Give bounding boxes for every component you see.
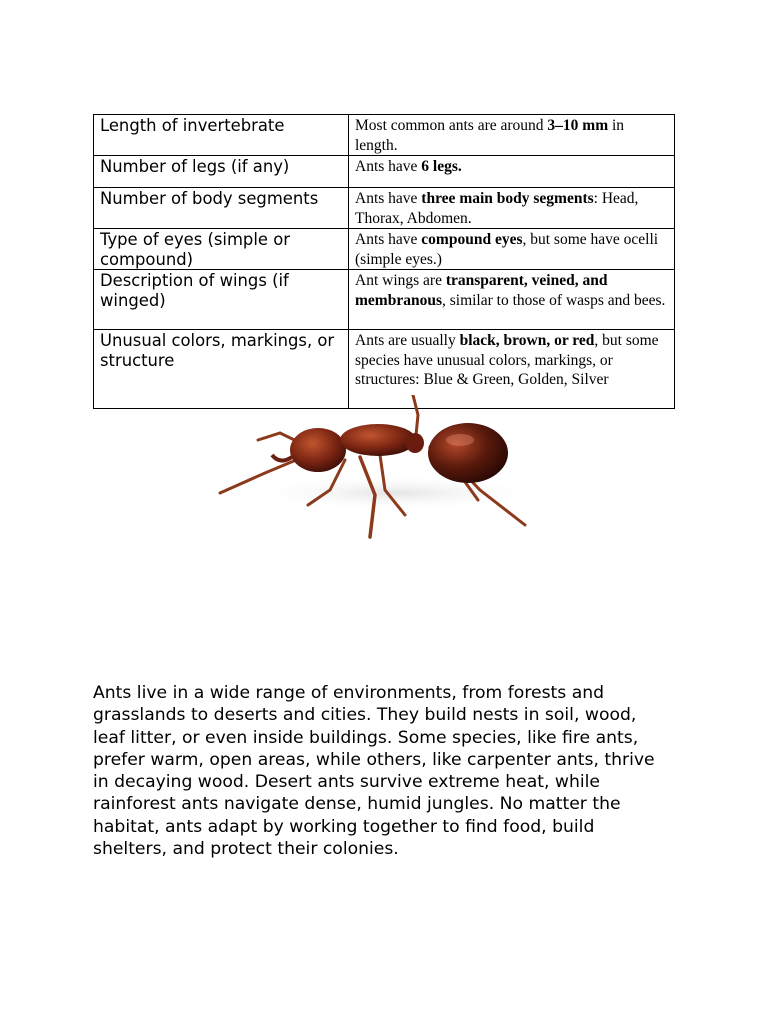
row-value	[349, 229, 675, 270]
table-row	[94, 156, 675, 188]
value-text: : Head, Thorax, Abdomen.	[355, 190, 639, 227]
row-value	[349, 270, 675, 330]
row-value	[349, 188, 675, 229]
value-text: Ants have	[355, 158, 422, 175]
row-label: Number of body segments	[94, 188, 349, 229]
value-text: Ants have	[355, 231, 422, 248]
value-text: Ants are usually	[355, 332, 460, 349]
value-text: , similar to those of wasps and bees.	[441, 291, 666, 309]
ant-photo	[210, 395, 550, 545]
table-row	[94, 229, 675, 270]
ant-photo-icon	[210, 395, 550, 545]
ant-facts-body	[94, 115, 675, 409]
value-text: in length.	[355, 117, 625, 154]
value-text: Ant wings are	[355, 272, 446, 289]
table-row	[94, 188, 675, 229]
row-label: Length of invertebrate	[94, 115, 349, 156]
bold-text: compound eyes	[421, 231, 523, 248]
value-text: , but some species have unusual colors, markings, or structures: Blue & Green, Golden, Silver	[355, 332, 659, 388]
bold-text: black, brown, or red	[459, 332, 595, 349]
bold-text: transparent, veined, and membranous	[355, 272, 608, 309]
row-value	[349, 156, 675, 188]
value-text: , but some have ocelli (simple eyes.)	[355, 231, 659, 268]
row-label: Description of wings (if winged)	[94, 270, 349, 330]
row-label: Type of eyes (simple or compound)	[94, 229, 349, 270]
value-text: Most common ants are around	[355, 117, 548, 134]
habitat-paragraph: Ants live in a wide range of environments, from forests and grasslands to deserts and cities. They build nests in soil, wood, leaf litter, or even inside buildings. Some species, like fire ants, prefer warm, open areas, while others, like carpenter ants, thrive in decaying wood. Desert ants survive extreme heat, while rainforest ants navigate dense, humid jungles. No matter the habitat, ants adapt by working together to find food, build shelters, and protect their colonies.	[93, 683, 655, 860]
bold-text: 6 legs.	[421, 158, 462, 175]
ant-facts-table	[93, 114, 675, 409]
value-text: Ants have	[355, 190, 422, 207]
bold-text: three main body segments	[421, 190, 594, 207]
table-row	[94, 270, 675, 330]
row-label: Unusual colors, markings, or structure	[94, 330, 349, 409]
bold-text: 3–10 mm	[547, 117, 609, 134]
row-label: Number of legs (if any)	[94, 156, 349, 188]
row-value	[349, 115, 675, 156]
table-row	[94, 115, 675, 156]
